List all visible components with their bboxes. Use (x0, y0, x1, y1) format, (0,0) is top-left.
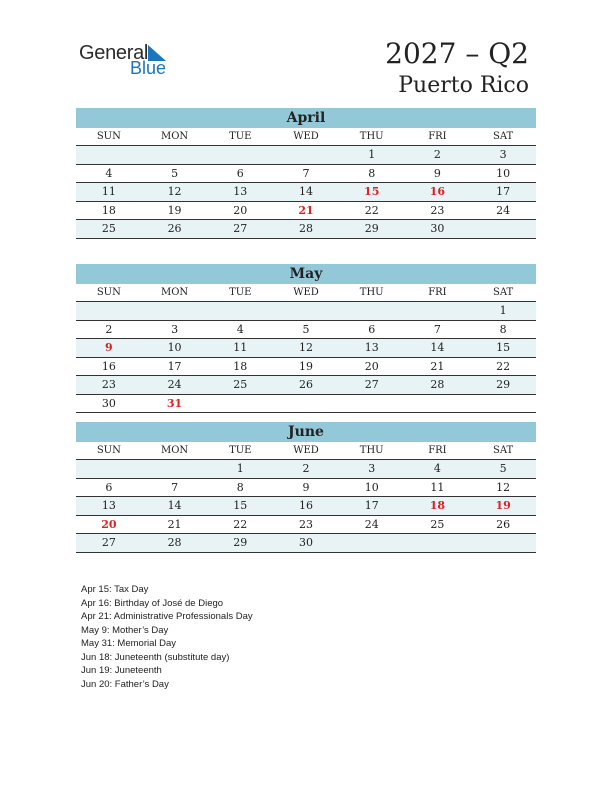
day-cell: 9 (433, 166, 441, 180)
day-cell: 3 (470, 146, 536, 164)
day-cell: 23 (76, 376, 142, 394)
week-row (76, 339, 536, 358)
day-cell: 24 (364, 517, 379, 531)
holiday-notes (81, 583, 253, 691)
day-cell: 15 (207, 497, 273, 515)
day-cell: 21 (298, 203, 314, 217)
day-cell: 7 (433, 322, 441, 336)
day-cell: 11 (76, 183, 142, 201)
day-cell: 16 (273, 497, 339, 515)
day-cell: 29 (470, 376, 536, 394)
holiday-note: Jun 20: Father’s Day (81, 678, 169, 690)
week-row (76, 497, 536, 516)
day-cell: 13 (207, 183, 273, 201)
day-cell: 28 (273, 220, 339, 238)
day-cell: 22 (364, 203, 379, 217)
empty-day-cell (405, 395, 471, 413)
week-row (76, 321, 536, 340)
empty-day-cell (207, 395, 273, 413)
weekday-label: MON (142, 284, 208, 302)
empty-day-cell (207, 302, 273, 320)
day-cell: 4 (105, 166, 113, 180)
weekday-label: TUE (207, 442, 273, 460)
day-cell: 6 (236, 166, 244, 180)
weekday-label: SUN (76, 128, 142, 146)
day-cell: 26 (496, 517, 511, 531)
weekday-label: THU (339, 284, 405, 302)
day-cell: 18 (233, 359, 248, 373)
logo-text-blue: Blue (130, 58, 167, 78)
holiday-note: May 31: Memorial Day (81, 638, 177, 649)
day-cell: 2 (105, 322, 113, 336)
week-row (76, 516, 536, 535)
generalblue-logo (79, 42, 179, 78)
month-june (76, 422, 536, 553)
weekday-row (76, 128, 536, 146)
day-cell: 30 (405, 220, 471, 238)
day-cell: 13 (339, 339, 405, 357)
weekday-label: SUN (76, 284, 142, 302)
day-cell: 8 (368, 166, 376, 180)
day-cell: 15 (339, 183, 405, 201)
weekday-row (76, 284, 536, 302)
day-cell: 23 (430, 203, 445, 217)
week-rows (76, 460, 536, 553)
day-cell: 3 (171, 322, 179, 336)
holiday-note: Jun 19: Juneteenth (81, 665, 162, 676)
weekday-label: FRI (405, 284, 471, 302)
empty-day-cell (470, 534, 536, 552)
day-cell: 19 (167, 203, 182, 217)
empty-day-cell (142, 146, 208, 164)
week-row (76, 460, 536, 479)
day-cell: 6 (368, 322, 376, 336)
day-cell: 22 (496, 359, 511, 373)
day-cell: 10 (364, 480, 379, 494)
weekday-label: TUE (207, 284, 273, 302)
day-cell: 17 (339, 497, 405, 515)
weekday-label: WED (273, 284, 339, 302)
day-cell: 17 (470, 183, 536, 201)
day-cell: 4 (236, 322, 244, 336)
weekday-label: FRI (405, 128, 471, 146)
day-cell: 21 (167, 517, 182, 531)
day-cell: 14 (273, 183, 339, 201)
holiday-note: May 9: Mother’s Day (81, 624, 169, 636)
holiday-note: Jun 18: Juneteenth (substitute day) (81, 651, 230, 663)
day-cell: 27 (76, 534, 142, 552)
holiday-note: Apr 16: Birthday of José de Diego (81, 597, 224, 609)
day-cell: 25 (207, 376, 273, 394)
empty-day-cell (405, 534, 471, 552)
empty-day-cell (76, 146, 142, 164)
day-cell: 7 (171, 480, 179, 494)
week-row (76, 358, 536, 377)
day-cell: 20 (101, 517, 117, 531)
day-cell: 28 (405, 376, 471, 394)
month-header: June (76, 422, 536, 442)
week-row (76, 183, 536, 202)
day-cell: 9 (302, 480, 310, 494)
day-cell: 27 (339, 376, 405, 394)
day-cell: 10 (496, 166, 511, 180)
day-cell: 20 (233, 203, 248, 217)
day-cell: 8 (499, 322, 507, 336)
day-cell: 18 (101, 203, 116, 217)
day-cell: 25 (430, 517, 445, 531)
day-cell: 2 (273, 460, 339, 478)
day-cell: 17 (167, 359, 182, 373)
day-cell: 1 (339, 146, 405, 164)
weekday-label: MON (142, 128, 208, 146)
empty-day-cell (76, 460, 142, 478)
day-cell: 14 (142, 497, 208, 515)
day-cell: 6 (105, 480, 113, 494)
empty-day-cell (339, 302, 405, 320)
empty-day-cell (142, 460, 208, 478)
weekday-label: SUN (76, 442, 142, 460)
week-row (76, 302, 536, 321)
empty-day-cell (273, 146, 339, 164)
day-cell: 11 (430, 480, 445, 494)
day-cell: 3 (339, 460, 405, 478)
week-rows (76, 302, 536, 413)
day-cell: 29 (339, 220, 405, 238)
logo-text-general: General (79, 42, 149, 64)
day-cell: 12 (273, 339, 339, 357)
empty-day-cell (76, 302, 142, 320)
day-cell: 31 (166, 396, 183, 410)
day-cell: 25 (76, 220, 142, 238)
day-cell: 1 (207, 460, 273, 478)
day-cell: 19 (470, 497, 536, 515)
day-cell: 16 (405, 183, 471, 201)
day-cell: 12 (496, 480, 511, 494)
day-cell: 24 (496, 203, 511, 217)
week-row (76, 395, 536, 414)
day-cell: 29 (207, 534, 273, 552)
day-cell: 30 (273, 534, 339, 552)
day-cell: 5 (171, 166, 179, 180)
country-name: Puerto Rico (398, 73, 529, 98)
empty-day-cell (405, 302, 471, 320)
weekday-label: TUE (207, 128, 273, 146)
holiday-note: Apr 21: Administrative Professionals Day (81, 611, 253, 622)
weekday-label: SAT (470, 442, 536, 460)
weekday-label: MON (142, 442, 208, 460)
day-cell: 11 (207, 339, 273, 357)
day-cell: 22 (233, 517, 248, 531)
day-cell: 26 (273, 376, 339, 394)
day-cell: 27 (207, 220, 273, 238)
day-cell: 8 (236, 480, 244, 494)
day-cell: 9 (76, 339, 142, 357)
empty-day-cell (142, 302, 208, 320)
empty-day-cell (339, 534, 405, 552)
month-header: April (76, 108, 536, 128)
day-cell: 1 (470, 302, 536, 320)
month-header: May (76, 264, 536, 284)
day-cell: 16 (101, 359, 116, 373)
day-cell: 30 (101, 396, 116, 410)
day-cell: 13 (76, 497, 142, 515)
weekday-label: THU (339, 128, 405, 146)
day-cell: 19 (298, 359, 313, 373)
day-cell: 5 (470, 460, 536, 478)
weekday-row (76, 442, 536, 460)
month-may (76, 264, 536, 413)
week-row (76, 202, 536, 221)
day-cell: 10 (142, 339, 208, 357)
weekday-label: WED (273, 442, 339, 460)
day-cell: 4 (405, 460, 471, 478)
empty-day-cell (273, 302, 339, 320)
weekday-label: SAT (470, 284, 536, 302)
empty-day-cell (273, 395, 339, 413)
day-cell: 5 (302, 322, 310, 336)
week-row (76, 146, 536, 165)
day-cell: 26 (142, 220, 208, 238)
day-cell: 20 (364, 359, 379, 373)
weekday-label: FRI (405, 442, 471, 460)
day-cell: 28 (142, 534, 208, 552)
day-cell: 14 (405, 339, 471, 357)
day-cell: 12 (142, 183, 208, 201)
day-cell: 23 (298, 517, 313, 531)
holiday-note: Apr 15: Tax Day (81, 584, 149, 595)
weekday-label: WED (273, 128, 339, 146)
month-april (76, 108, 536, 239)
day-cell: 15 (470, 339, 536, 357)
day-cell: 7 (302, 166, 310, 180)
week-row (76, 165, 536, 184)
empty-day-cell (470, 220, 536, 238)
day-cell: 24 (142, 376, 208, 394)
week-row (76, 534, 536, 553)
weekday-label: SAT (470, 128, 536, 146)
week-row (76, 479, 536, 498)
day-cell: 18 (405, 497, 471, 515)
week-row (76, 220, 536, 239)
empty-day-cell (207, 146, 273, 164)
day-cell: 21 (430, 359, 445, 373)
empty-day-cell (470, 395, 536, 413)
week-rows (76, 146, 536, 239)
page-title: 2027 – Q2 (385, 37, 529, 70)
day-cell: 2 (405, 146, 471, 164)
empty-day-cell (339, 395, 405, 413)
week-row (76, 376, 536, 395)
weekday-label: THU (339, 442, 405, 460)
